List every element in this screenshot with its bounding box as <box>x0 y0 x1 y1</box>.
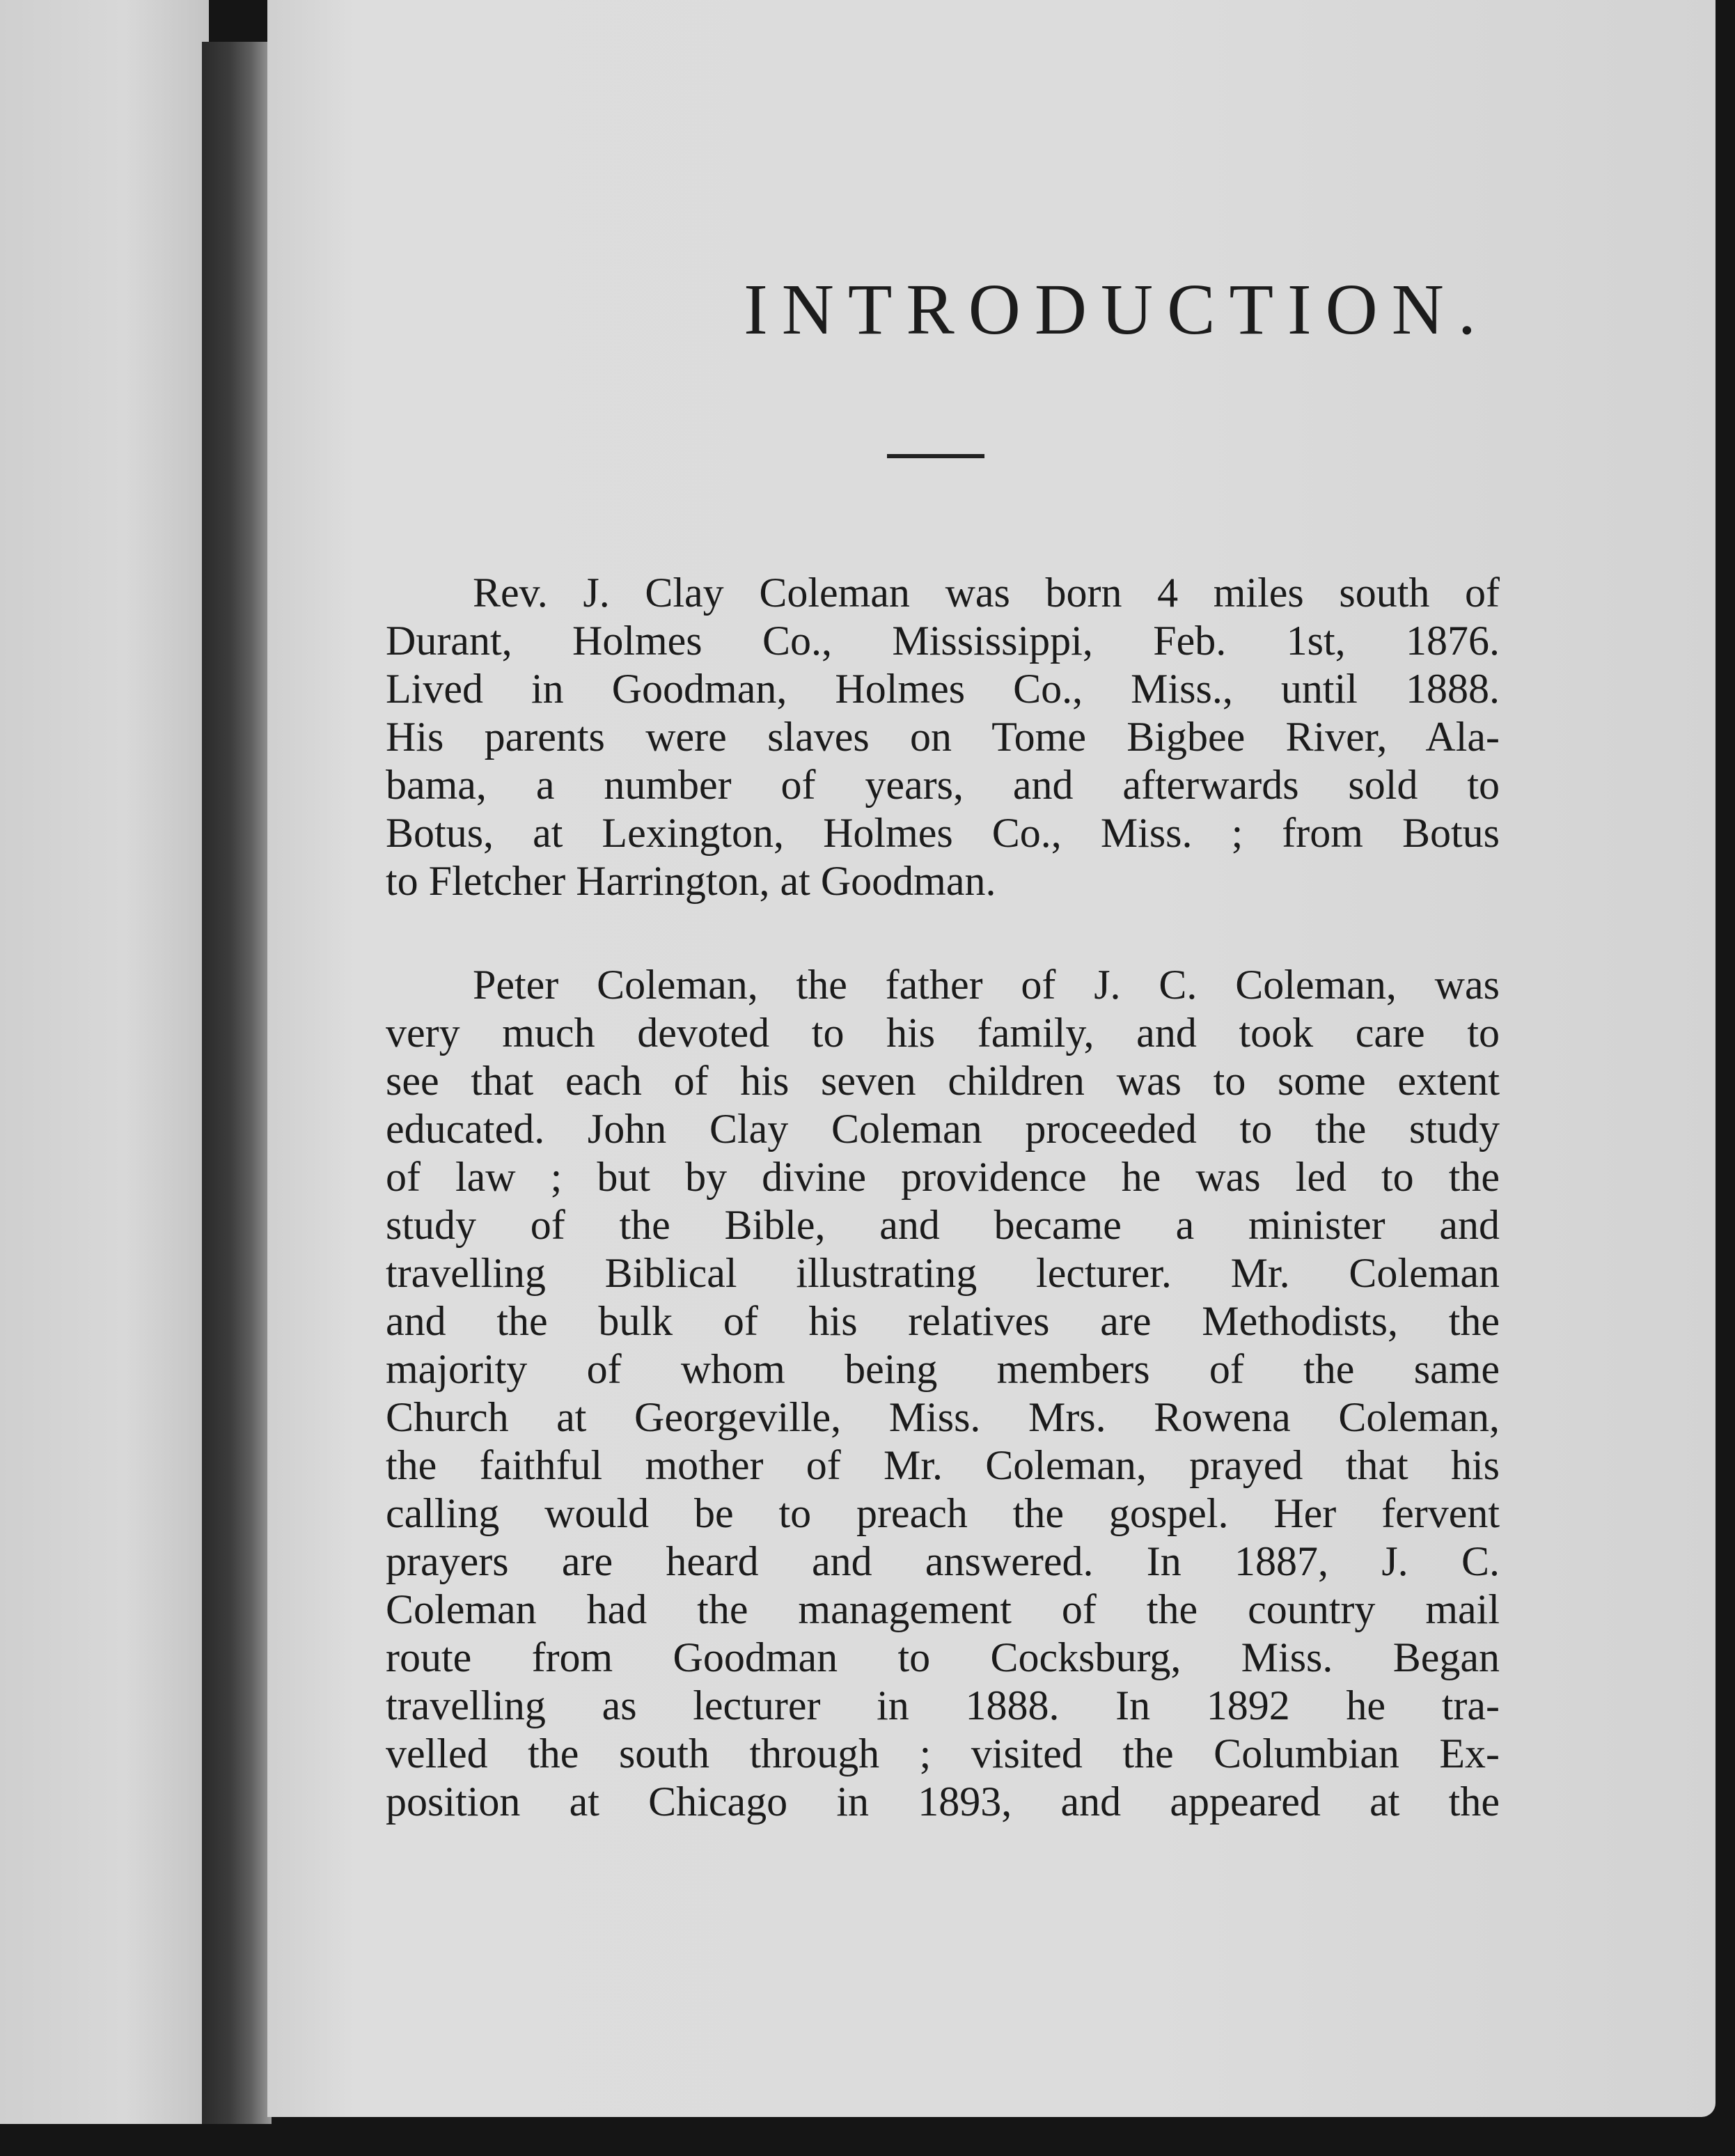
text-line: His parents were slaves on Tome Bigbee River, Ala- <box>386 714 1500 760</box>
paragraph-1 <box>386 569 1500 905</box>
text-line: travelling as lecturer in 1888. In 1892 he tra- <box>386 1682 1500 1728</box>
text-line: study of the Bible, and became a minister and <box>386 1202 1500 1248</box>
text-line: Durant, Holmes Co., Mississippi, Feb. 1st, 1876. <box>386 618 1500 664</box>
text-line: calling would be to preach the gospel. Her fervent <box>386 1490 1500 1536</box>
text-line: bama, a number of years, and afterwards sold to <box>386 762 1500 808</box>
text-line: route from Goodman to Cocksburg, Miss. Began <box>386 1634 1500 1680</box>
text-line: educated. John Clay Coleman proceeded to the study <box>386 1106 1500 1152</box>
page-heading: INTRODUCTION. <box>744 270 1490 350</box>
text-line: Lived in Goodman, Holmes Co., Miss., until 1888. <box>386 666 1500 712</box>
text-line: of law ; but by divine providence he was led to the <box>386 1154 1500 1200</box>
text-line: see that each of his seven children was to some extent <box>386 1058 1500 1104</box>
text-line: position at Chicago in 1893, and appeared at the <box>386 1779 1500 1825</box>
text-line: Botus, at Lexington, Holmes Co., Miss. ; from Botus <box>386 810 1500 856</box>
text-line: Peter Coleman, the father of J. C. Coleman, was <box>473 962 1500 1008</box>
text-line: to Fletcher Harrington, at Goodman. <box>386 858 996 904</box>
text-line: velled the south through ; visited the Columbian Ex- <box>386 1731 1500 1776</box>
text-line: and the bulk of his relatives are Methodists, the <box>386 1298 1500 1344</box>
text-line: Coleman had the management of the country mail <box>386 1586 1500 1632</box>
text-line: Rev. J. Clay Coleman was born 4 miles south of <box>473 570 1500 616</box>
text-line: Church at Georgeville, Miss. Mrs. Rowena Coleman, <box>386 1394 1500 1440</box>
text-line: the faithful mother of Mr. Coleman, prayed that his <box>386 1442 1500 1488</box>
text-line: prayers are heard and answered. In 1887, J. C. <box>386 1538 1500 1584</box>
heading-divider <box>887 454 984 458</box>
text-line: very much devoted to his family, and took care to <box>386 1010 1500 1056</box>
text-line: majority of whom being members of the same <box>386 1346 1500 1392</box>
book-page <box>267 0 1716 2117</box>
paragraph-2 <box>386 961 1500 1826</box>
book-gutter <box>202 42 272 2124</box>
facing-page-edge <box>0 0 209 2124</box>
text-line: travelling Biblical illustrating lecturer. Mr. Coleman <box>386 1250 1500 1296</box>
